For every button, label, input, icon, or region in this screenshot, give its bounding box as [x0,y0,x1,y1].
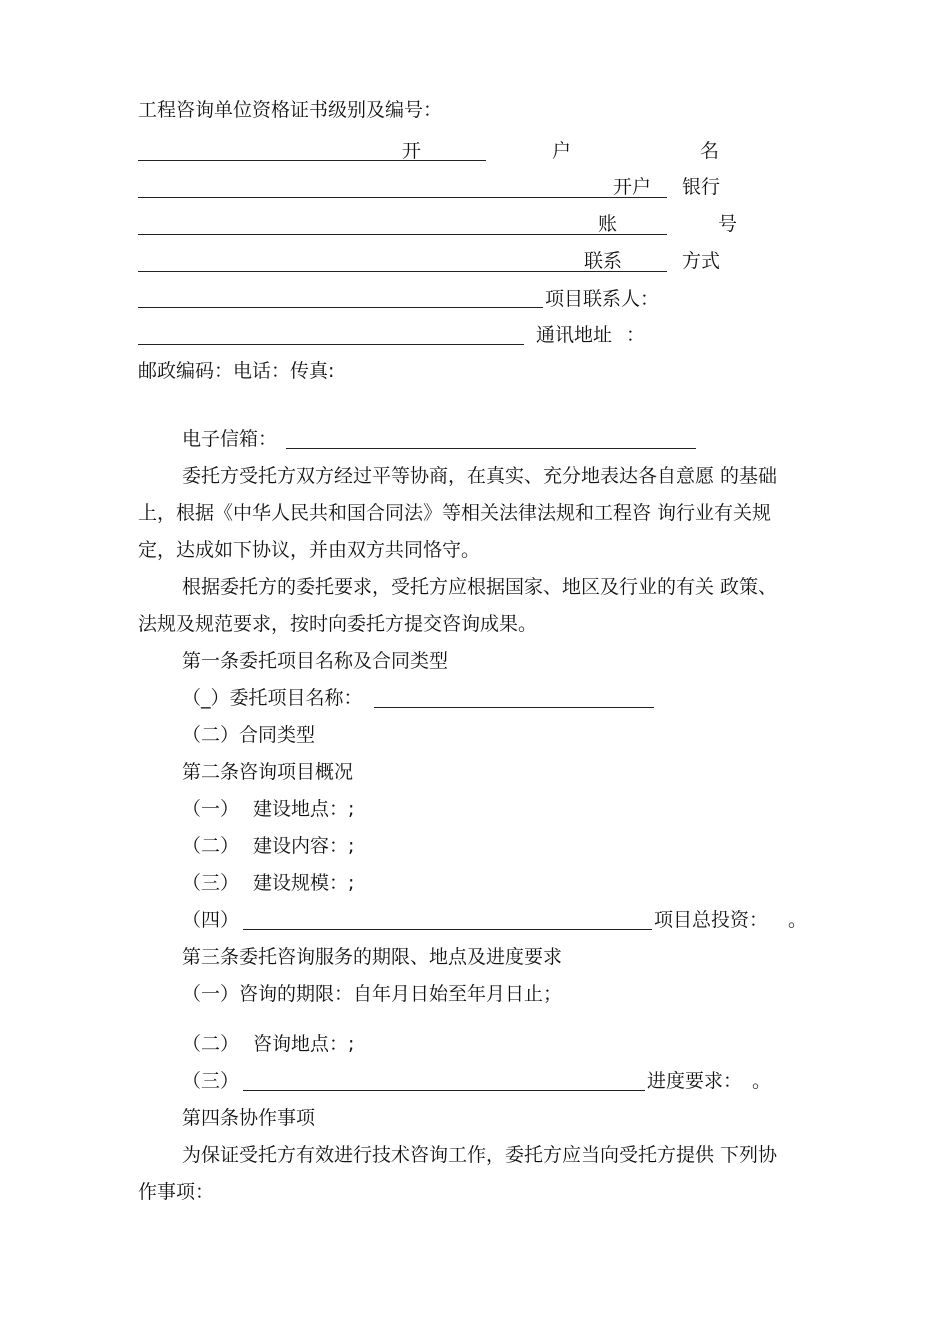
article2-title: 第二条咨询项目概况 [182,761,354,783]
account-name-char-3: 名 [700,140,720,162]
article4-title: 第四条协作事项 [182,1107,316,1129]
article1-item2: （二）合同类型 [182,724,316,746]
progress-underline [243,1090,645,1091]
account-name-underline [138,160,486,161]
account-no-label-2: 号 [718,213,738,235]
p1-line-2: 上，根据《中华人民共和国合同法》等相关法律法规和工程咨 询行业有关规 [138,502,772,524]
bank-underline [138,197,667,198]
article3-item2-num: （二） [182,1033,240,1055]
investment-underline [243,929,652,930]
article3-title: 第三条委托咨询服务的期限、地点及进度要求 [182,946,563,968]
address-underline [138,344,524,345]
article2-item2-num: （二） [182,835,240,857]
project-name-underline [374,707,654,708]
article3-item3-num: （三） [182,1070,240,1092]
email-label: 电子信箱： [182,428,278,450]
article2-item3-num: （三） [182,872,240,894]
article3-item1: （一）咨询的期限：自年月日始至年月日止； [182,983,563,1005]
cert-label: 工程咨询单位资格证书级别及编号： [138,99,443,121]
email-underline [286,448,696,449]
p1-line-3: 定，达成如下协议，并由双方共同恪守。 [138,539,481,561]
article3-item2-text: 咨询地点：; [253,1033,355,1055]
project-contact-underline [138,307,543,308]
article4-p-line-1: 为保证受托方有效进行技术咨询工作，委托方应当向受托方提供 下列协 [182,1144,778,1166]
article2-item4-end: 。 [788,909,808,931]
article4-p-line-2: 作事项： [138,1181,215,1203]
article2-item1-num: （一） [182,798,240,820]
p2-line-2: 法规及规范要求，按时向委托方提交咨询成果。 [138,613,538,635]
postal-phone-fax: 邮政编码：电话：传真: [138,360,335,382]
p2-line-1: 根据委托方的委托要求，受托方应根据国家、地区及行业的有关 政策、 [182,576,778,598]
p1-line-1: 委托方受托方双方经过平等协商，在真实、充分地表达各自意愿 的基础 [182,465,778,487]
article1-title: 第一条委托项目名称及合同类型 [182,650,449,672]
article3-item3-label: 进度要求： [647,1070,743,1092]
contact-label-2: 方式 [682,250,721,272]
article2-item4-label: 项目总投资： [654,909,769,931]
project-contact-label: 项目联系人： [545,288,660,310]
article3-item3-end: 。 [752,1070,772,1092]
address-colon: ： [626,324,646,346]
article2-item1-text: 建设地点：; [253,798,355,820]
article2-item3-text: 建设规模：; [253,872,355,894]
bank-label-1: 开户 [613,176,652,198]
address-label: 通讯地址 [536,324,613,346]
account-no-underline [138,234,667,235]
account-name-char-2: 户 [552,140,572,162]
account-no-label-1: 账 [598,213,618,235]
article2-item4-num: （四） [182,909,240,931]
article1-item1: （_）委托项目名称： [182,687,363,709]
article2-item2-text: 建设内容：; [253,835,355,857]
account-name-char-1: 开 [402,140,422,162]
contact-label-1: 联系 [584,250,623,272]
bank-label-2: 银行 [682,176,721,198]
